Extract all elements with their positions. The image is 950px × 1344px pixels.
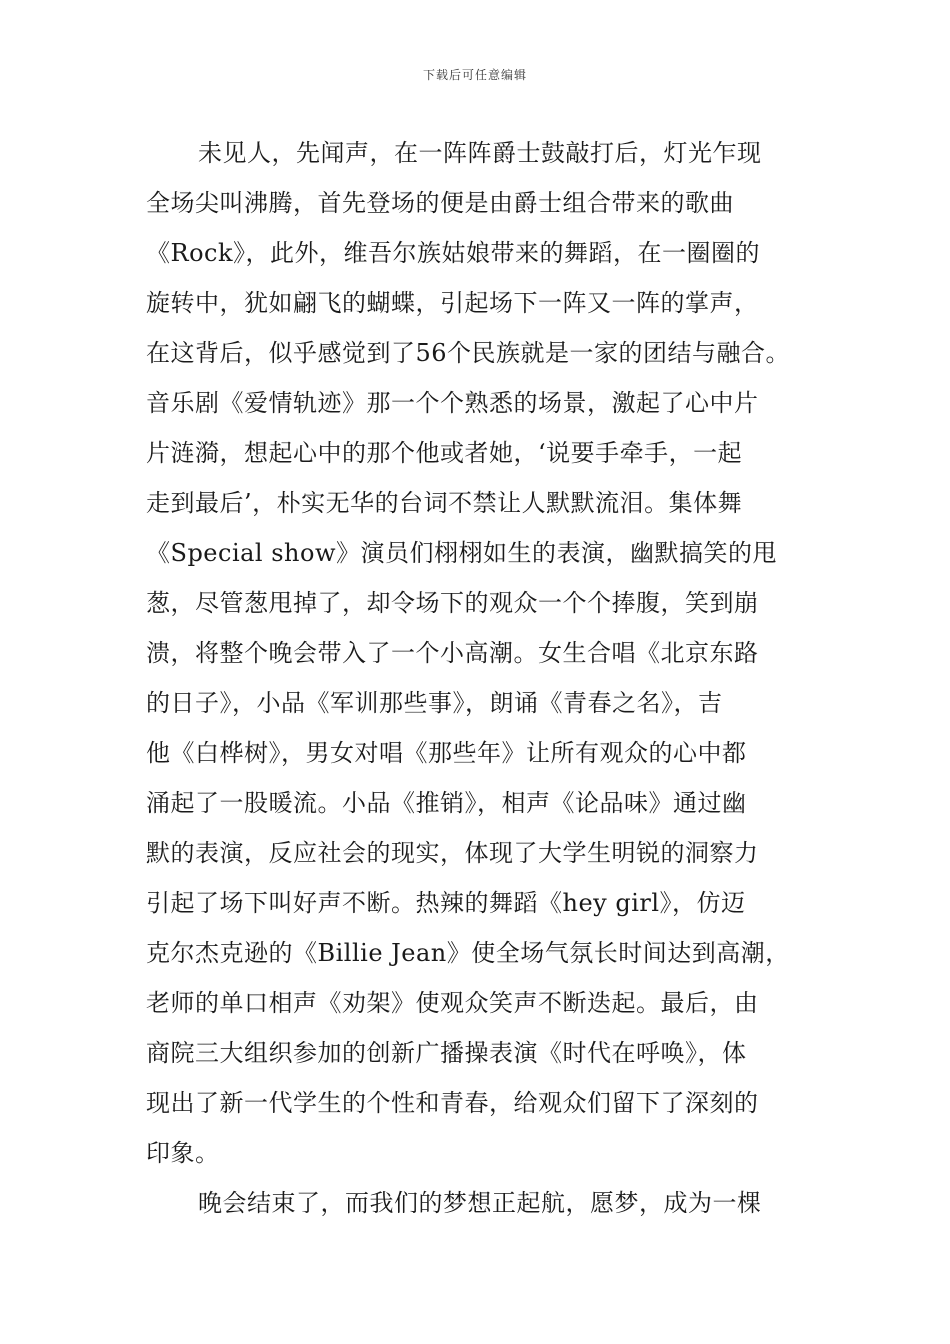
text-line: 商院三大组织参加的创新广播操表演《时代在呼唤》，体	[146, 1039, 747, 1067]
text-line: 在这背后，似乎感觉到了56个民族就是一家的团结与融合。	[146, 339, 791, 367]
text-line: 旋转中，犹如翩飞的蝴蝶，引起场下一阵又一阵的掌声，	[146, 289, 759, 317]
text-line: 《Special show》演员们栩栩如生的表演，幽默搞笑的甩	[146, 539, 778, 567]
text-line: 走到最后’，朴实无华的台词不禁让人默默流泪。集体舞	[146, 489, 743, 517]
text-line: 片涟漪，想起心中的那个他或者她，‘说要手牵手，一起	[146, 439, 743, 467]
text-line: 涌起了一股暖流。小品《推销》，相声《论品味》通过幽	[146, 789, 747, 817]
text-line: 未见人，先闻声，在一阵阵爵士鼓敲打后，灯光乍现	[198, 139, 762, 167]
text-line: 全场尖叫沸腾，首先登场的便是由爵士组合带来的歌曲	[146, 189, 734, 217]
document-body	[146, 128, 846, 1228]
text-line: 葱，尽管葱甩掉了，却令场下的观众一个个捧腹，笑到崩	[146, 589, 759, 617]
text-line: 克尔杰克逊的《Billie Jean》使全场气氛长时间达到高潮，	[146, 939, 790, 967]
text-line: 音乐剧《爱情轨迹》那一个个熟悉的场景，激起了心中片	[146, 389, 759, 417]
text-line: 现出了新一代学生的个性和青春，给观众们留下了深刻的	[146, 1089, 759, 1117]
text-line: 老师的单口相声《劝架》使观众笑声不断迭起。最后，由	[146, 989, 759, 1017]
text-line: 引起了场下叫好声不断。热辣的舞蹈《hey girl》，仿迈	[146, 889, 746, 917]
text-line: 默的表演，反应社会的现实，体现了大学生明锐的洞察力	[146, 839, 759, 867]
text-line: 《Rock》，此外，维吾尔族姑娘带来的舞蹈，在一圈圈的	[146, 239, 761, 267]
text-line: 溃，将整个晚会带入了一个小高潮。女生合唱《北京东路	[146, 639, 759, 667]
page-header: 下载后可任意编辑	[422, 68, 527, 82]
text-line: 的日子》，小品《军训那些事》，朗诵《青春之名》，吉	[146, 689, 723, 717]
text-line: 晚会结束了，而我们的梦想正起航，愿梦，成为一棵	[198, 1189, 762, 1217]
text-line: 印象。	[146, 1139, 220, 1167]
text-line: 他《白桦树》，男女对唱《那些年》让所有观众的心中都	[146, 739, 747, 767]
